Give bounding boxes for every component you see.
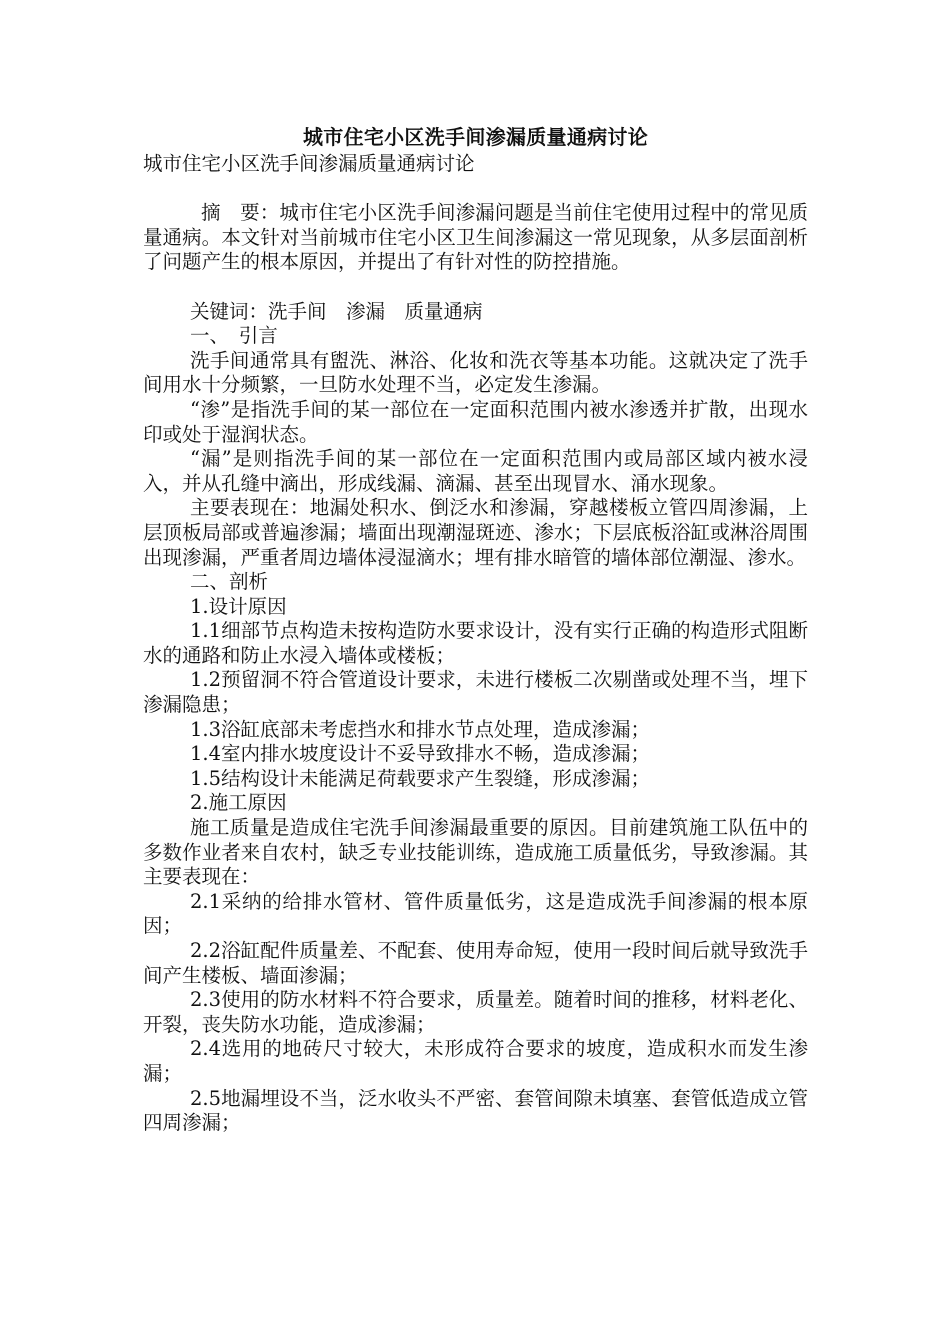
body-paragraph: “漏”是则指洗手间的某一部位在一定面积范围内或局部区域内被水浸入，并从孔缝中滴出，形成线漏、滴漏、甚至出现冒水、涌水现象。 [143,447,808,495]
list-item: 2.1采纳的给排水管材、管件质量低劣，这是造成洗手间渗漏的根本原因； [143,889,808,938]
abstract-paragraph: 摘 要：城市住宅小区洗手间渗漏问题是当前住宅使用过程中的常见质量通病。本文针对当前城市住宅小区卫生间渗漏这一常见现象，从多层面剖析了问题产生的根本原因，并提出了有针对性的防控措施。 [143,201,808,274]
body-paragraph: 施工质量是造成住宅洗手间渗漏最重要的原因。目前建筑施工队伍中的多数作业者来自农村，缺乏专业技能训练，造成施工质量低劣，导致渗漏。其主要表现在： [143,816,808,889]
spacer [143,177,808,202]
document-title: 城市住宅小区洗手间渗漏质量通病讨论 [302,125,649,149]
spacer [143,275,808,300]
list-item: 2.3使用的防水材料不符合要求，质量差。随着时间的推移，材料老化、开裂，丧失防水功能，造成渗漏； [143,988,808,1036]
section-heading-intro: 一、 引言 [190,324,278,348]
document-page [143,118,808,1136]
list-item: 1.1细部节点构造未按构造防水要求设计，没有实行正确的构造形式阻断水的通路和防止水浸入墙体或楼板； [143,619,808,667]
list-item: 1.3浴缸底部未考虑挡水和排水节点处理，造成渗漏； [190,717,651,741]
document-subtitle: 城市住宅小区洗手间渗漏质量通病讨论 [143,152,475,175]
subsection-heading-construction: 2.施工原因 [190,791,287,815]
body-paragraph: 洗手间通常具有盥洗、淋浴、化妆和洗衣等基本功能。这就决定了洗手间用水十分频繁，一旦防水处理不当，必定发生渗漏。 [143,348,808,397]
list-item: 1.2预留洞不符合管道设计要求，未进行楼板二次剔凿或处理不当，埋下渗漏隐患； [143,668,808,717]
body-paragraph: “渗”是指洗手间的某一部位在一定面积范围内被水渗透并扩散，出现水印或处于湿润状态。 [143,397,808,446]
section-heading-analysis: 二、剖析 [190,570,269,594]
list-item: 2.5地漏埋设不当，泛水收头不严密、套管间隙未填塞、套管低造成立管四周渗漏； [143,1086,808,1135]
subsection-heading-design: 1.设计原因 [190,594,287,618]
list-item: 1.5结构设计未能满足荷载要求产生裂缝，形成渗漏； [190,766,651,790]
keywords-line: 关键词：洗手间 渗漏 质量通病 [190,299,483,323]
list-item: 1.4室内排水坡度设计不妥导致排水不畅，造成渗漏； [190,742,651,766]
list-item: 2.2浴缸配件质量差、不配套、使用寿命短，使用一段时间后就导致洗手间产生楼板、墙面渗漏； [143,939,808,987]
body-paragraph: 主要表现在：地漏处积水、倒泛水和渗漏，穿越楼板立管四周渗漏，上层顶板局部或普遍渗漏；墙面出现潮湿斑迹、渗水；下层底板浴缸或淋浴周围出现渗漏，严重者周边墙体浸湿滴水；埋有排水暗管的墙体部位潮湿、渗水。 [143,496,808,569]
list-item: 2.4选用的地砖尺寸较大，未形成符合要求的坡度，造成积水而发生渗漏； [143,1037,808,1085]
